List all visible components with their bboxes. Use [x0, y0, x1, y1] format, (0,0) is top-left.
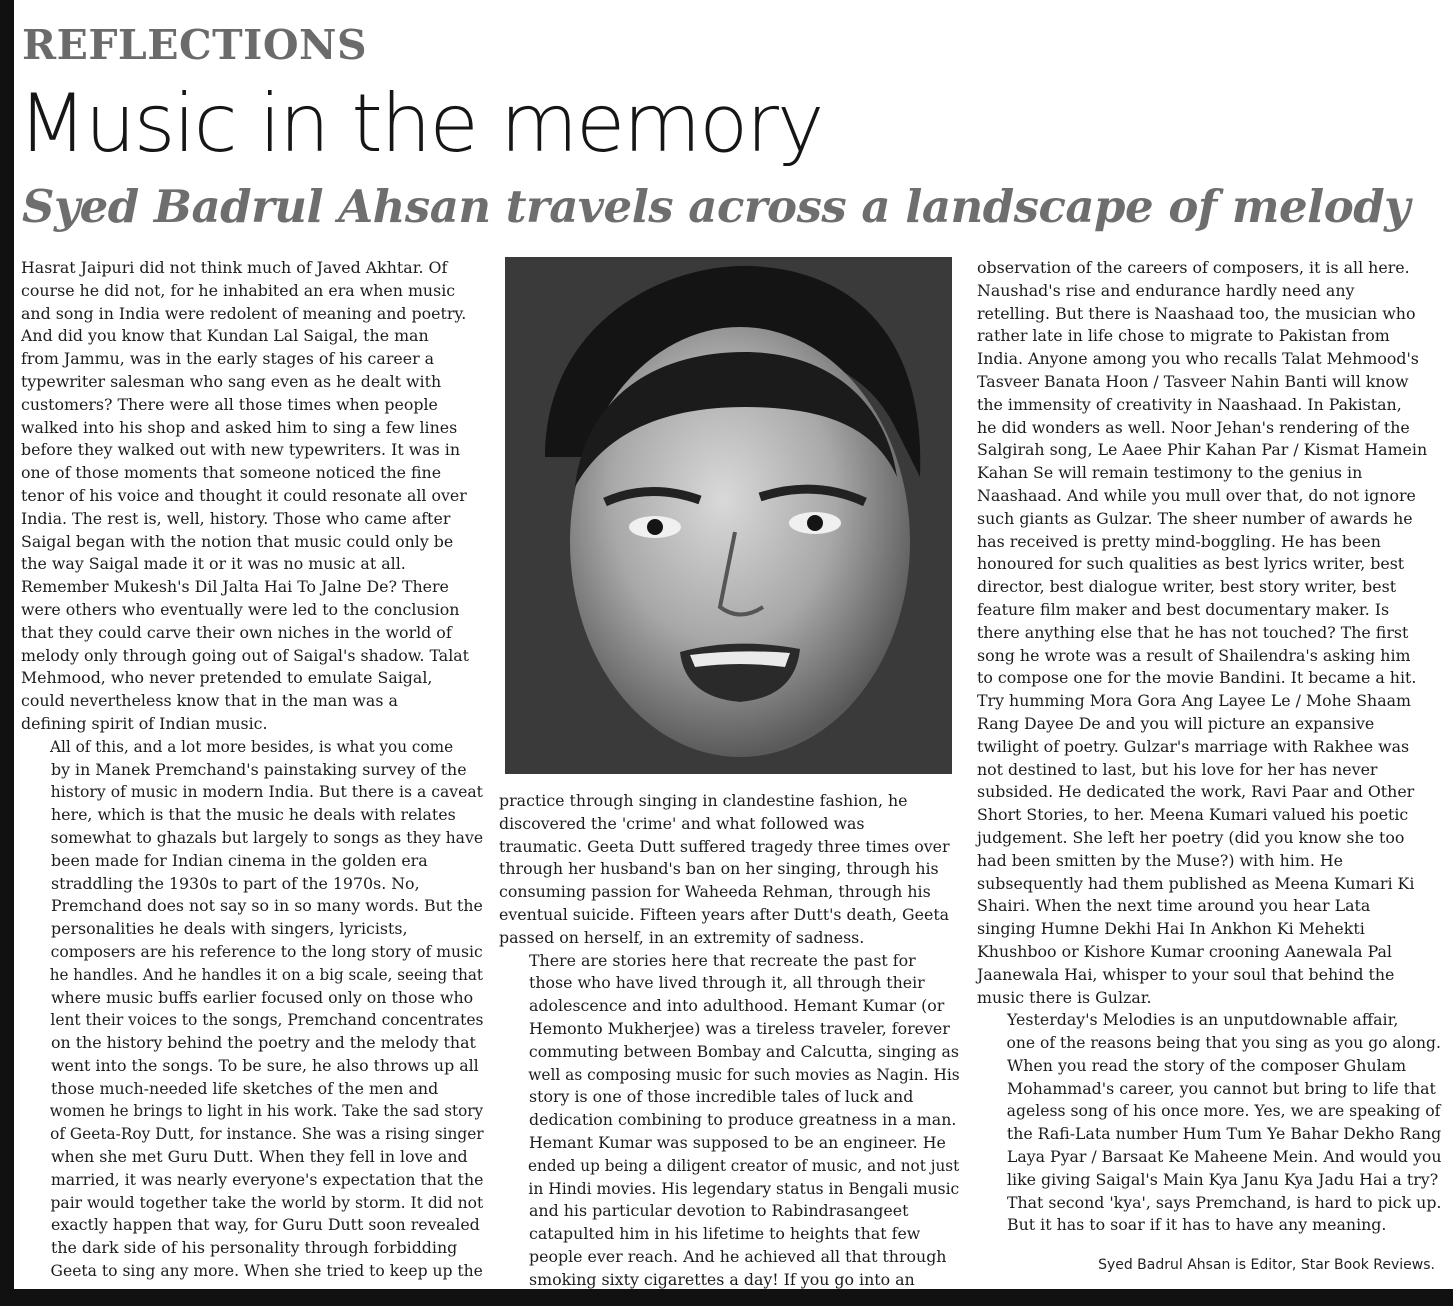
text-line: went into the songs. To be sure, he also throws up all [51, 1055, 479, 1075]
portrait-illustration [505, 257, 952, 774]
text-line: catapulted him in his lifetime to heights that few [529, 1224, 921, 1244]
text-line: And did you know that Kundan Lal Saigal, the man [21, 326, 429, 346]
text-line: from Jammu, was in the early stages of his career a [21, 349, 435, 369]
page-border-bottom [0, 1289, 1453, 1306]
text-line: in Hindi movies. His legendary status in Bengali music [528, 1178, 960, 1198]
text-line: he did wonders as well. Noor Jehan's rendering of the [977, 417, 1410, 437]
text-line: adolescence and into adulthood. Hemant Kumar (or [529, 996, 945, 1016]
text-line: story is one of those incredible tales of luck and [529, 1087, 914, 1107]
text-line: consuming passion for Waheeda Rehman, through his [499, 882, 931, 902]
text-line: When you read the story of the composer Ghulam [1007, 1055, 1407, 1075]
paragraph [499, 790, 959, 950]
text-line: the way Saigal made it or it was no music at all. [21, 554, 406, 574]
article-headline: Music in the memory [18, 77, 823, 170]
page-border-left [0, 0, 14, 1306]
text-line: judgement. She left her poetry (did you know she too [977, 827, 1405, 847]
text-line: Geeta to sing any more. When she tried to keep up the [50, 1261, 483, 1281]
text-line: Try humming Mora Gora Ang Layee Le / Mohe Shaam [977, 691, 1412, 711]
text-line: the Rafi-Lata number Hum Tum Ye Bahar Dekho Rang [1006, 1124, 1442, 1144]
text-line: Mehmood, who never pretended to emulate Saigal, [21, 668, 433, 688]
text-line: song he wrote was a result of Shailendra's asking him [977, 645, 1411, 665]
text-line: the immensity of creativity in Naashaad. In Pakistan, [977, 394, 1402, 414]
portrait-photo [505, 257, 952, 774]
text-line: here, which is that the music he deals with relates [51, 805, 456, 825]
text-line: where music buffs earlier focused only on those who [51, 987, 474, 1007]
paragraph [977, 257, 1441, 1009]
text-line: retelling. But there is Naashaad too, the musician who [977, 303, 1416, 323]
text-line: ended up being a diligent creator of music, and not just [527, 1155, 960, 1175]
text-line: Rang Dayee De and you will picture an expansive [977, 713, 1375, 733]
text-line: Premchand does not say so in so many words. But the [50, 896, 483, 916]
section-label: REFLECTIONS [22, 21, 368, 69]
paragraph [21, 736, 483, 1283]
text-line: of Geeta-Roy Dutt, for instance. She was a rising singer [50, 1124, 484, 1144]
text-line: dedication combining to produce greatness in a man. [529, 1110, 957, 1130]
text-line: customers? There were all those times when people [21, 394, 438, 414]
text-line: before they walked out with new typewriters. It was in [21, 440, 460, 460]
text-line: had been smitten by the Muse?) with him. He [977, 850, 1344, 870]
text-line: walked into his shop and asked him to sing a few lines [21, 417, 458, 437]
text-line: discovered the 'crime' and what followed was [499, 813, 865, 833]
article-deck: Syed Badrul Ahsan travels across a landscape of melody [22, 180, 1410, 233]
text-line: those much-needed life sketches of the men and [51, 1078, 439, 1098]
text-line: traumatic. Geeta Dutt suffered tragedy three times over [499, 836, 950, 856]
text-line: subsequently had them published as Meena Kumari Ki [977, 873, 1415, 893]
text-line: and his particular devotion to Rabindrasangeet [529, 1201, 909, 1221]
text-line: Jaanewala Hai, whisper to your soul that behind the [977, 964, 1395, 984]
text-line: when she met Guru Dutt. When they fell in love and [51, 1147, 468, 1167]
text-line: Kahan Se will remain testimony to the genius in [977, 463, 1363, 483]
text-line: Yesterday's Melodies is an unputdownable affair, [1007, 1010, 1399, 1030]
text-line: All of this, and a lot more besides, is what you come [49, 736, 454, 756]
text-line: Short Stories, to her. Meena Kumari valued his poetic [977, 805, 1409, 825]
text-line: music there is Gulzar. [977, 987, 1152, 1007]
text-line: smoking sixty cigarettes a day! If you go into an [529, 1269, 915, 1289]
text-line: course he did not, for he inhabited an era when music [21, 280, 456, 300]
text-line: twilight of poetry. Gulzar's marriage with Rakhee was [977, 736, 1410, 756]
text-line: Hasrat Jaipuri did not think much of Javed Akhtar. Of [21, 258, 448, 277]
text-line: lent their voices to the songs, Premchand concentrates [50, 1010, 484, 1030]
text-line: people ever reach. And he achieved all that through [529, 1246, 947, 1266]
text-line: by in Manek Premchand's painstaking survey of the [51, 759, 467, 779]
text-line: That second 'kya', says Premchand, is hard to pick up. [1006, 1192, 1442, 1212]
text-line: not destined to last, but his love for her has never [977, 759, 1378, 779]
text-line: Laya Pyar / Barsaat Ke Maheene Mein. And would you [1006, 1147, 1442, 1167]
text-line: typewriter salesman who sang even as he dealt with [21, 371, 442, 391]
text-line: one of the reasons being that you sing as you go along. [1006, 1033, 1441, 1053]
text-line: history of music in modern India. But there is a caveat [50, 782, 483, 802]
text-line: been made for Indian cinema in the golden era [51, 850, 428, 870]
text-line: feature film maker and best documentary maker. Is [977, 599, 1390, 619]
text-line: Mohammad's career, you cannot but bring to life that [1007, 1078, 1436, 1098]
article-column-3 [977, 257, 1441, 1237]
text-line: director, best dialogue writer, best story writer, best [977, 577, 1397, 597]
text-line: one of those moments that someone noticed the fine [21, 463, 442, 483]
text-line: ageless song of his once more. Yes, we are speaking of [1006, 1101, 1441, 1121]
text-line: Naashaad. And while you mull over that, do not ignore [977, 485, 1416, 505]
text-line: and song in India were redolent of meaning and poetry. [21, 303, 467, 323]
paragraph [21, 257, 483, 736]
text-line: through her husband's ban on her singing, through his [499, 859, 939, 879]
text-line: Hemant Kumar was supposed to be an engineer. He [529, 1132, 946, 1152]
text-line: pair would together take the world by storm. It did not [50, 1192, 484, 1212]
text-line: India. The rest is, well, history. Those who came after [21, 508, 451, 528]
text-line: married, it was nearly everyone's expectation that the [50, 1169, 484, 1189]
text-line: on the history behind the poetry and the melody that [51, 1033, 476, 1053]
text-line: Khushboo or Kishore Kumar crooning Aanewala Pal [977, 941, 1392, 961]
text-line: to compose one for the movie Bandini. It became a hit. [977, 668, 1417, 688]
text-line: there anything else that he has not touched? The first [977, 622, 1409, 642]
text-line: personalities he deals with singers, lyricists, [51, 919, 408, 939]
text-line: commuting between Bombay and Calcutta, singing as [528, 1041, 959, 1061]
text-line: rather late in life chose to migrate to Pakistan from [977, 326, 1390, 346]
text-line: But it has to soar if it has to have any meaning. [1007, 1215, 1387, 1235]
text-line: Remember Mukesh's Dil Jalta Hai To Jalne De? There [21, 577, 449, 597]
text-line: Saigal began with the notion that music could only be [21, 531, 454, 551]
paragraph [977, 1009, 1441, 1237]
text-line: he handles. And he handles it on a big scale, seeing that [49, 964, 484, 984]
text-line: exactly happen that way, for Guru Dutt soon revealed [51, 1215, 480, 1235]
article-column-1 [21, 257, 483, 1283]
text-line: practice through singing in clandestine fashion, he [499, 791, 908, 810]
text-line: passed on herself, in an extremity of sadness. [499, 927, 865, 947]
text-line: honoured for such qualities as best lyrics writer, best [977, 554, 1405, 574]
text-line: observation of the careers of composers, it is all here. [977, 258, 1410, 277]
text-line: such giants as Gulzar. The sheer number of awards he [977, 508, 1413, 528]
text-line: Tasveer Banata Hoon / Tasveer Nahin Banti will know [977, 371, 1409, 391]
text-line: tenor of his voice and thought it could resonate all over [21, 485, 467, 505]
text-line: Hemonto Mukherjee) was a tireless traveler, forever [529, 1018, 950, 1038]
text-line: Salgirah song, Le Aaee Phir Kahan Par / Kismat Hamein [977, 440, 1428, 460]
text-line: those who have lived through it, all through their [529, 973, 925, 993]
text-line: were others who eventually were led to the conclusion [21, 599, 460, 619]
text-line: Shairi. When the next time around you hear Lata [977, 896, 1371, 916]
text-line: the dark side of his personality through forbidding [51, 1238, 458, 1258]
text-line: There are stories here that recreate the past for [529, 950, 916, 970]
text-line: like giving Saigal's Main Kya Janu Kya Jadu Hai a try? [1007, 1169, 1439, 1189]
text-line: melody only through going out of Saigal's shadow. Talat [21, 645, 470, 665]
text-line: well as composing music for such movies as Nagin. His [528, 1064, 960, 1084]
paragraph [499, 950, 959, 1292]
text-line: India. Anyone among you who recalls Talat Mehmood's [977, 349, 1419, 369]
text-line: has received is pretty mind-boggling. He has been [977, 531, 1381, 551]
text-line: defining spirit of Indian music. [21, 713, 268, 733]
text-line: straddling the 1930s to part of the 1970s. No, [51, 873, 420, 893]
text-line: singing Humne Dekhi Hai In Ankhon Ki Mehekti [977, 919, 1365, 939]
text-line: somewhat to ghazals but largely to songs as they have [50, 827, 484, 847]
text-line: that they could carve their own niches in the world of [21, 622, 452, 642]
text-line: subsided. He dedicated the work, Ravi Paar and Other [977, 782, 1415, 802]
text-line: could nevertheless know that in the man was a [21, 691, 398, 711]
author-credit: Syed Badrul Ahsan is Editor, Star Book Reviews. [1098, 1257, 1435, 1273]
text-line: eventual suicide. Fifteen years after Dutt's death, Geeta [499, 904, 950, 924]
article-column-2 [499, 790, 959, 1292]
text-line: composers are his reference to the long story of music [50, 941, 483, 961]
text-line: Naushad's rise and endurance hardly need any [977, 280, 1355, 300]
text-line: women he brings to light in his work. Take the sad story [49, 1101, 484, 1121]
